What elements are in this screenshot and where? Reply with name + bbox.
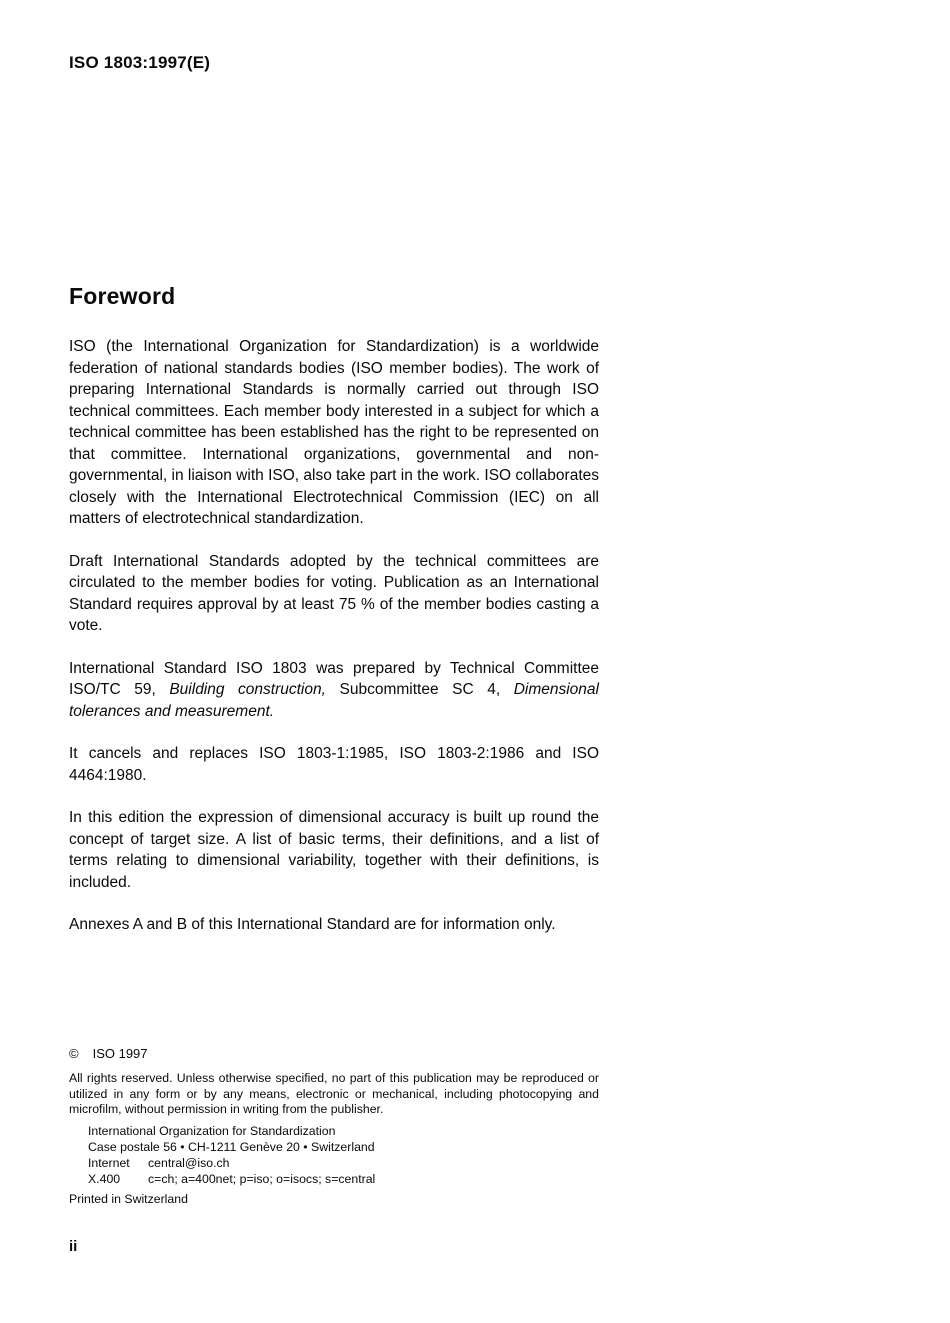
x400-label: X.400 bbox=[88, 1171, 121, 1186]
paragraph-annexes: Annexes A and B of this International Standard are for information only. bbox=[69, 916, 556, 933]
publisher-internet-row bbox=[88, 1155, 599, 1171]
copyright-footer bbox=[69, 1046, 599, 1207]
text-segment-italic: Building construction, bbox=[169, 681, 326, 698]
publisher-address-block bbox=[88, 1123, 599, 1187]
document-id: ISO 1803:1997(E) bbox=[69, 53, 211, 72]
internet-label: Internet bbox=[88, 1155, 130, 1170]
publisher-postal-address: Case postale 56 • CH-1211 Genève 20 • Switzerland bbox=[88, 1139, 375, 1154]
printed-in-line: Printed in Switzerland bbox=[69, 1191, 188, 1206]
foreword-section bbox=[69, 283, 599, 936]
text-segment: Subcommittee SC 4, bbox=[325, 681, 514, 698]
copyright-text: ISO 1997 bbox=[92, 1046, 148, 1061]
internet-value: central@iso.ch bbox=[148, 1155, 230, 1170]
paragraph-iso-intro: ISO (the International Organization for Standardization) is a worldwide federation of national standards bodies (ISO member bodies). The work of preparing International Standards is normally carried out through ISO technical committees. Each member body interested in a subject for which a technical committee has been established has the right to be represented on that committee. International organizations, governmental and non-governmental, in liaison with ISO, also take part in the work. ISO collaborates closely with the International Electrotechnical Commission (IEC) on all matters of electrotechnical standardization. bbox=[69, 338, 599, 527]
section-title: Foreword bbox=[69, 283, 176, 309]
copyright-symbol: © bbox=[69, 1046, 79, 1061]
x400-value: c=ch; a=400net; p=iso; o=isocs; s=central bbox=[148, 1171, 376, 1186]
copyright-line bbox=[69, 1046, 599, 1061]
rights-notice: All rights reserved. Unless otherwise specified, no part of this publication may be reproduced or utilized in any form or by any means, electronic or mechanical, including photocopying and microfilm, without permission in writing from the publisher. bbox=[69, 1071, 599, 1116]
paragraph-this-edition: In this edition the expression of dimensional accuracy is built up round the concept of target size. A list of basic terms, their definitions, and a list of terms relating to dimensional variability, together with their definitions, is included. bbox=[69, 809, 599, 891]
publisher-name: International Organization for Standardization bbox=[88, 1123, 336, 1138]
paragraph-draft-standards: Draft International Standards adopted by the technical committees are circulated to the member bodies for voting. Publication as an International Standard requires approval by at least 75 % of the member bodies casting a vote. bbox=[69, 552, 599, 634]
text-segment: International Standard ISO 1803 was prepared by Technical Committee ISO/TC 59, bbox=[69, 659, 599, 698]
publisher-x400-row bbox=[88, 1171, 599, 1187]
paragraph-cancels-replaces: It cancels and replaces ISO 1803-1:1985, ISO 1803-2:1986 and ISO 4464:1980. bbox=[69, 745, 599, 784]
page-number: ii bbox=[69, 1238, 78, 1255]
paragraph-technical-committee bbox=[69, 658, 599, 723]
text-segment-italic: Dimensional tolerances and measurement. bbox=[69, 681, 599, 720]
